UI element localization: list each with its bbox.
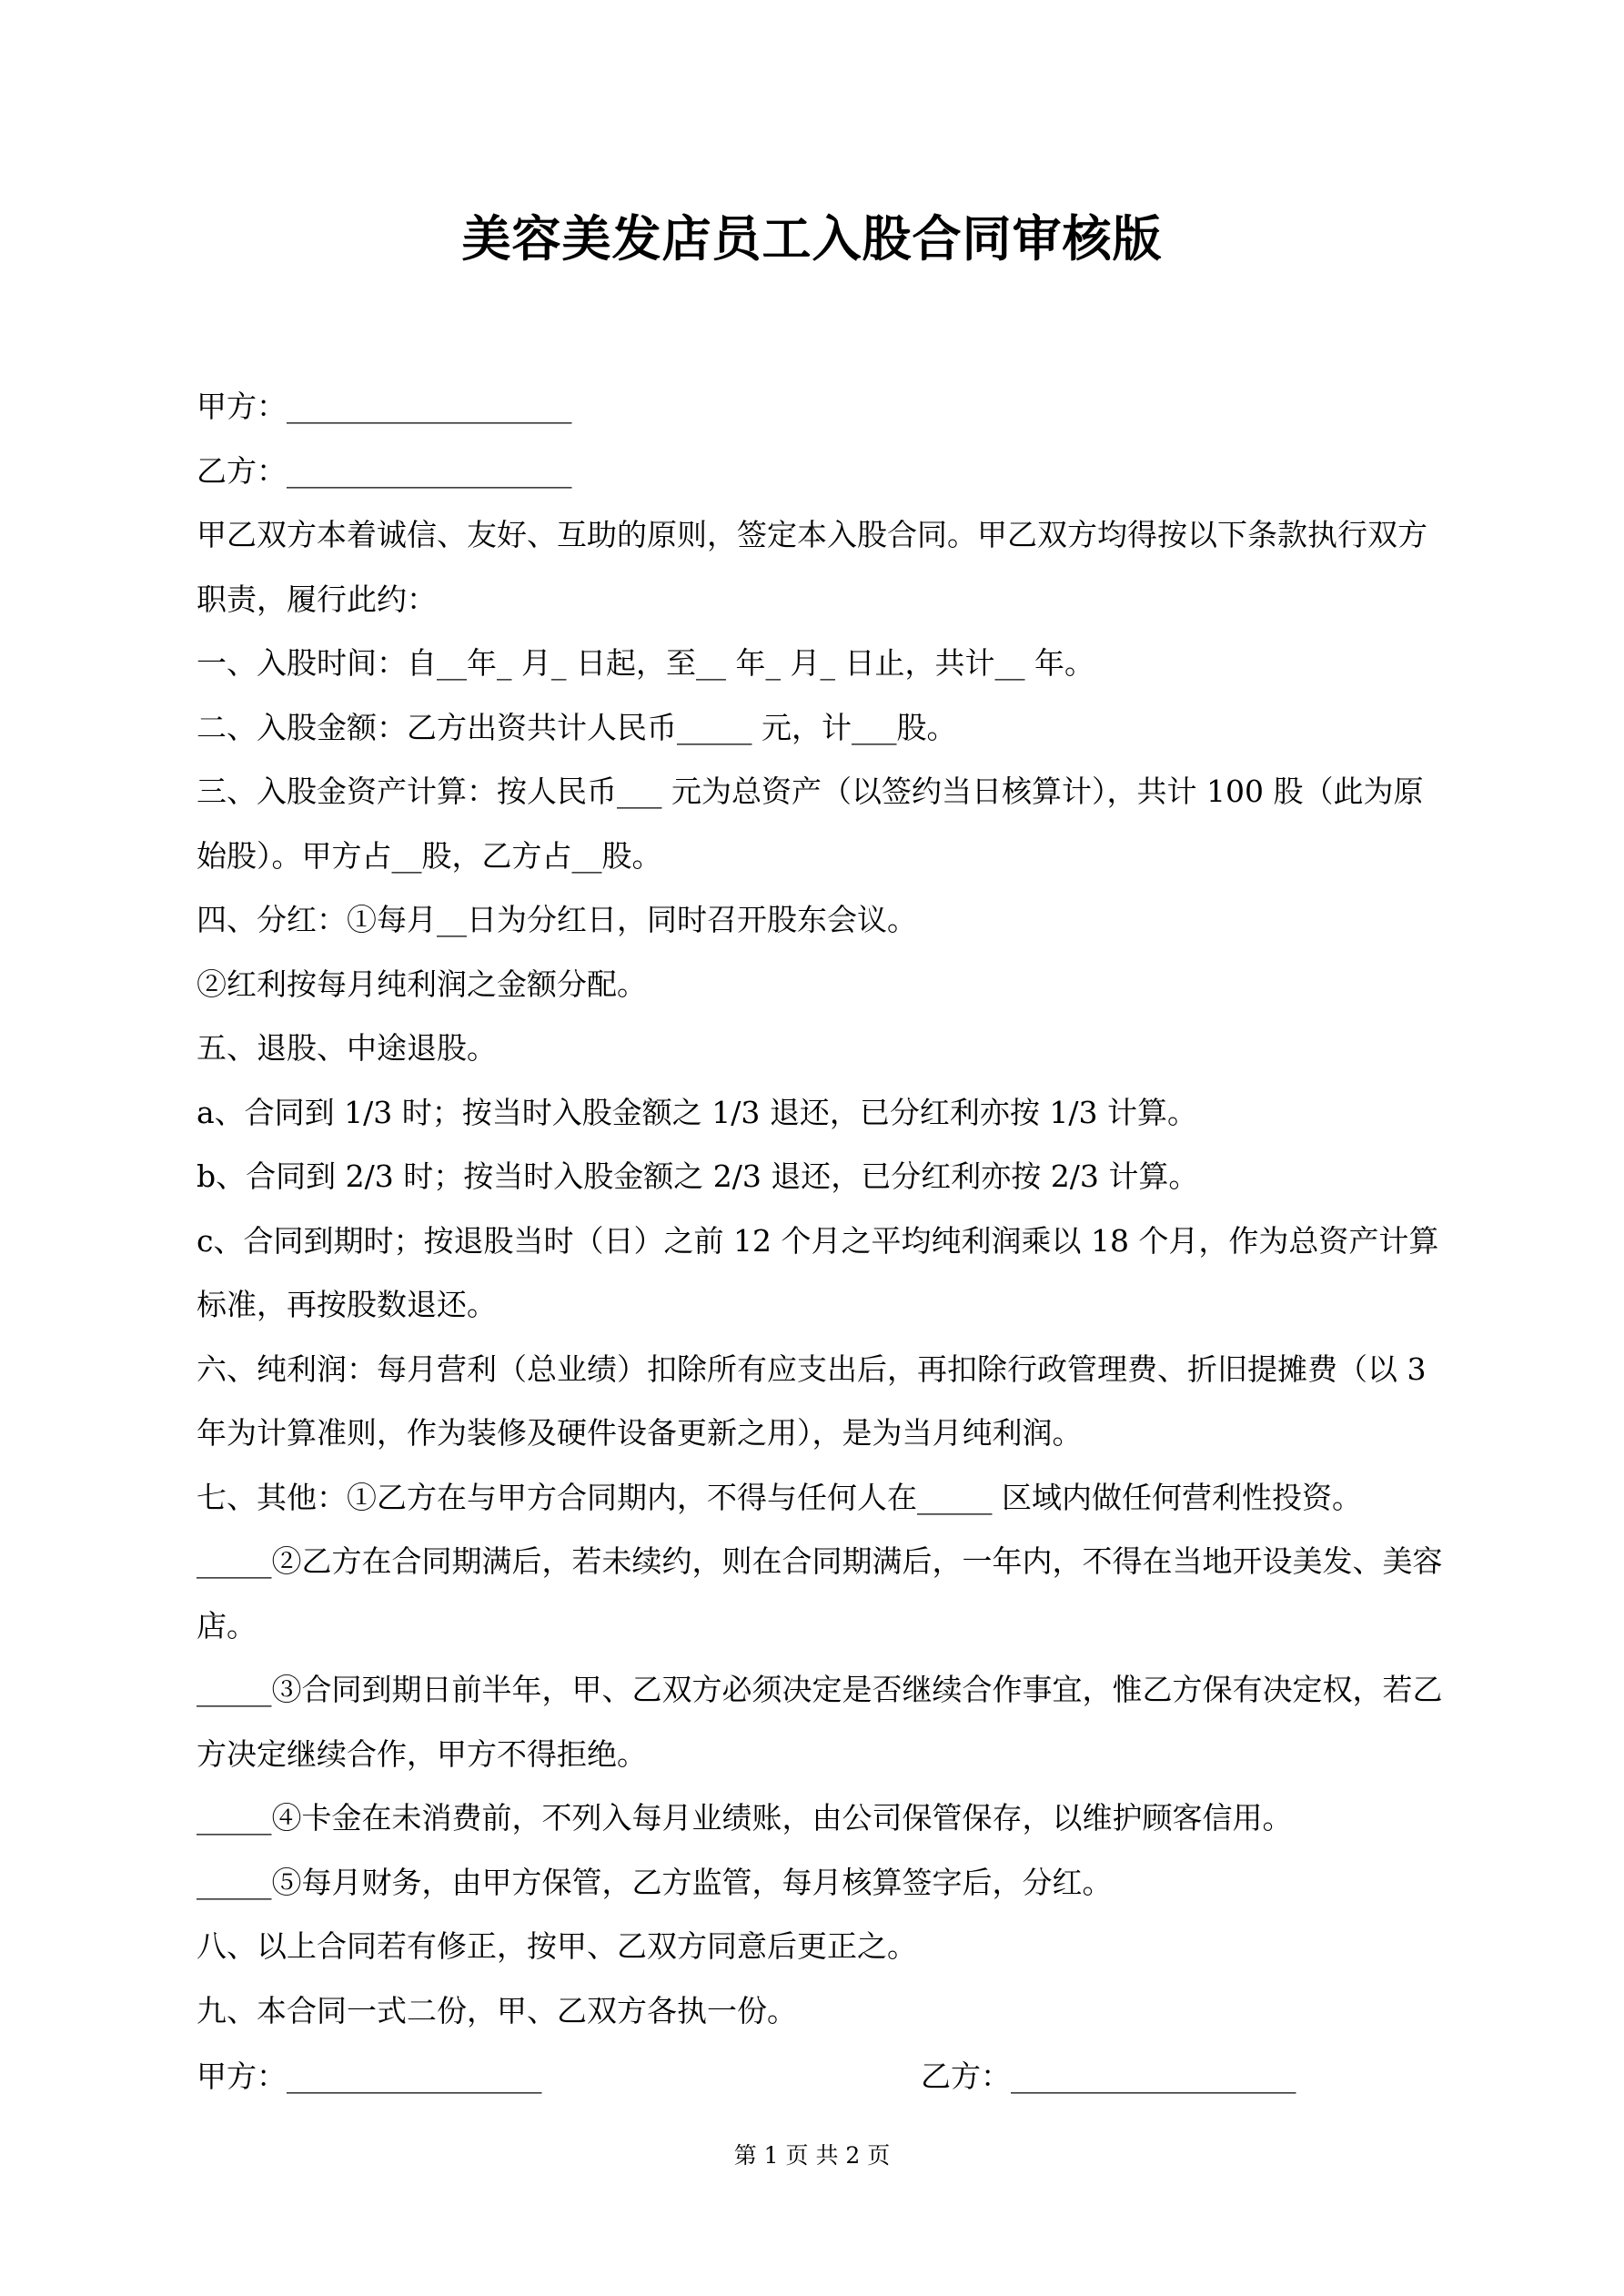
page-footer: 第 1 页 共 2 页 [733,2142,891,2169]
clause-5-item-c: c、合同到期时；按退股当时（日）之前 12 个月之平均纯利润乘以 18 个月，作为总资产计算标准，再按股数退还。 [197,1222,1439,1322]
clause-1-term: 一、入股时间：自__年_ 月_ 日起，至__ 年_ 月_ 日止，共计__ 年。 [197,645,1094,681]
clause-3-assets: 三、入股金资产计算：按人民币___ 元为总资产（以签约当日核算计），共计 100 股（此为原始股）。甲方占__股，乙方占__股。 [197,774,1424,874]
clause-7-item-4: _____④卡金在未消费前，不列入每月业绩账，由公司保管保存，以维护顾客信用。 [197,1800,1293,1836]
party-b-line: 乙方：___________________ [197,452,572,489]
clause-7-item-2: _____②乙方在合同期满后，若未续约，则在合同期满后，一年内，不得在当地开设美发、美容店。 [197,1543,1443,1644]
party-b-signature: 乙方：___________________ [921,2058,1296,2094]
signature-row [197,2049,1447,2104]
party-a-line: 甲方：___________________ [197,389,572,424]
clause-7-item-5: _____⑤每月财务，由甲方保管，乙方监管，每月核算签字后，分红。 [197,1864,1113,1900]
clause-4-dividend: 四、分红：①每月__日为分红日，同时召开股东会议。 [197,902,917,937]
clause-9-copies: 九、本合同一式二份，甲、乙双方各执一份。 [197,1992,797,2028]
party-a-signature: 甲方：_________________ [197,2058,542,2094]
clause-5-item-a: a、合同到 1/3 时；按当时入股金额之 1/3 退还，已分红利亦按 1/3 计算。 [197,1094,1197,1130]
clause-4-dividend-item-2: ②红利按每月纯利润之金额分配。 [197,966,647,1002]
clause-7-item-3: _____③合同到期日前半年，甲、乙双方必须决定是否继续合作事宜，惟乙方保有决定权，若乙方决定继续合作，甲方不得拒绝。 [197,1672,1443,1772]
clause-7-other: 七、其他：①乙方在与甲方合同期内，不得与任何人在_____ 区域内做任何营利性投资。 [197,1479,1362,1515]
clause-8-amendment: 八、以上合同若有修正，按甲、乙双方同意后更正之。 [197,1928,917,1964]
preamble-paragraph: 甲乙双方本着诚信、友好、互助的原则，签定本入股合同。甲乙双方均得按以下条款执行双方职责，履行此约： [197,517,1427,617]
clause-6-net-profit: 六、纯利润：每月营利（总业绩）扣除所有应支出后，再扣除行政管理费、折旧提摊费（以 3 年为计算准则，作为装修及硬件设备更新之用），是为当月纯利润。 [197,1350,1436,1451]
document-title: 美容美发店员工入股合同审核版 [461,209,1163,268]
document-body [197,375,1447,2043]
clause-5-withdrawal: 五、退股、中途退股。 [197,1030,497,1066]
clause-5-item-b: b、合同到 2/3 时；按当时入股金额之 2/3 退还，已分红利亦按 2/3 计算。 [197,1158,1199,1194]
clause-2-amount: 二、入股金额：乙方出资共计人民币_____ 元，计___股。 [197,709,957,745]
